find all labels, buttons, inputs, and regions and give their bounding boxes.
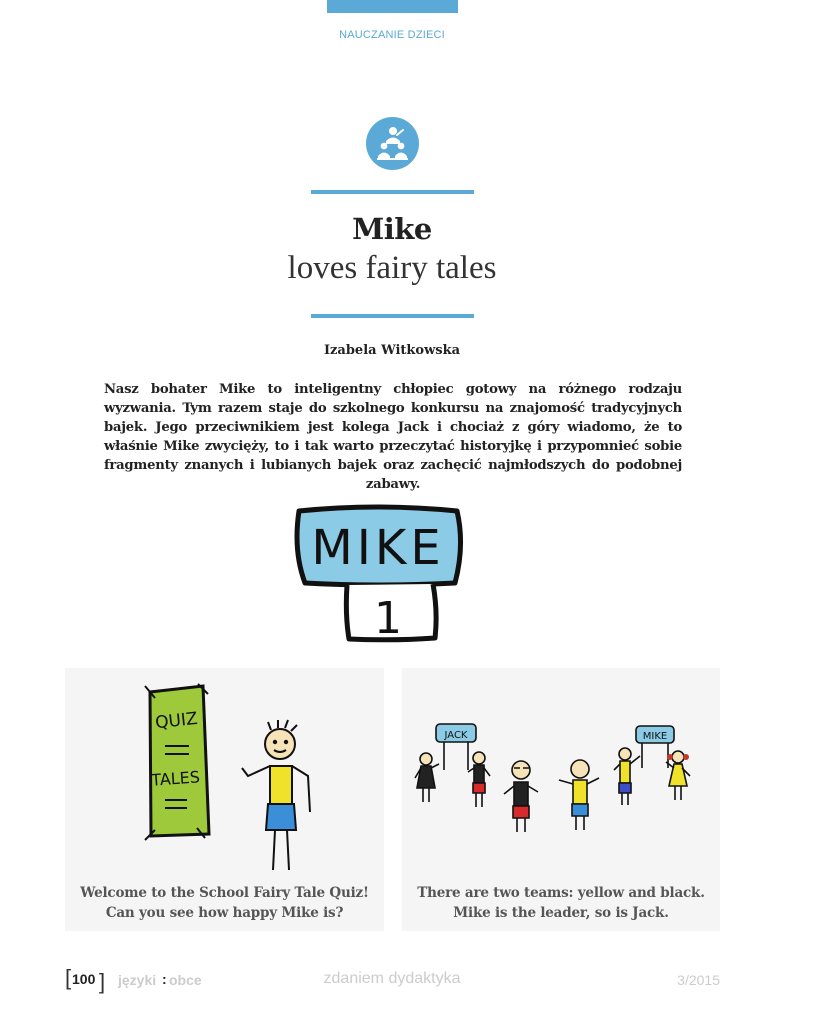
issue-number: 3/2015 bbox=[677, 972, 720, 988]
lead-paragraph: Nasz bohater Mike to inteligentny chłopiec gotowy na różnego rodzaju wyzwania. Tym razem staje do szkolnego konkursu na znajomość tradycyjnych bajek. Jego przeciwnikiem jest kolega Jack i chociaż z góry wiadomo, że to właśnie Mike zwycięży, to i tak warto przeczytać historyjkę i przypomnieć sobie fragmenty znanych i lubianych bajek oraz zachęcić najmłodszych do podobnej zabawy. bbox=[104, 382, 682, 492]
yellow-team-girl-figure bbox=[666, 751, 690, 800]
sign-name-text: MIKE bbox=[311, 520, 445, 576]
sign-number-text: 1 bbox=[374, 593, 402, 644]
yellow-team-boy-figure bbox=[559, 760, 599, 830]
article-title: Mike bbox=[352, 212, 432, 246]
magazine-name-part-1: języki bbox=[118, 972, 157, 988]
page-footer bbox=[0, 965, 819, 994]
board-word-quiz: QUIZ bbox=[154, 708, 199, 734]
panel-1-caption-line-2: Can you see how happy Mike is? bbox=[105, 905, 344, 921]
page-bracket-right: ] bbox=[99, 969, 106, 994]
magazine-name-separator: : bbox=[162, 971, 167, 987]
teacher-class-icon bbox=[366, 117, 419, 170]
mike-sign-illustration bbox=[285, 497, 470, 647]
mike-team-sign bbox=[636, 726, 674, 768]
panel-1-caption-line-1: Welcome to the School Fairy Tale Quiz! bbox=[80, 885, 369, 901]
author-name: Izabela Witkowska bbox=[323, 343, 461, 358]
panel-2-caption-line-2: Mike is the leader, so is Jack. bbox=[453, 905, 669, 921]
panel-2-caption-line-1: There are two teams: yellow and black. bbox=[417, 885, 705, 901]
panel-1-caption bbox=[65, 883, 384, 923]
jack-figure bbox=[504, 761, 538, 832]
black-team-boy-figure bbox=[468, 752, 490, 807]
title-rule-top bbox=[311, 190, 474, 194]
story-panel-2 bbox=[402, 668, 720, 931]
article-subtitle: loves fairy tales bbox=[287, 250, 497, 286]
quiz-board bbox=[145, 684, 209, 840]
black-team-girl-figure bbox=[415, 753, 439, 802]
board-word-tales: TALES bbox=[150, 767, 201, 790]
story-panel-1 bbox=[65, 668, 384, 931]
section-label: NAUCZANIE DZIECI bbox=[339, 29, 445, 41]
panel-2-caption bbox=[402, 883, 720, 923]
page-number: 100 bbox=[72, 971, 96, 987]
mike-sign-text: MIKE bbox=[642, 731, 668, 742]
mike-figure bbox=[242, 720, 310, 870]
top-accent-tab bbox=[327, 0, 458, 13]
mike-small-figure bbox=[614, 748, 640, 805]
jack-sign-text: JACK bbox=[444, 730, 468, 741]
title-rule-bottom bbox=[311, 314, 474, 318]
jack-team-sign bbox=[436, 724, 476, 770]
footer-section-title: zdaniem dydaktyka bbox=[323, 970, 461, 987]
page-bracket-left: [ bbox=[65, 965, 72, 990]
magazine-name-part-2: obce bbox=[169, 972, 202, 988]
